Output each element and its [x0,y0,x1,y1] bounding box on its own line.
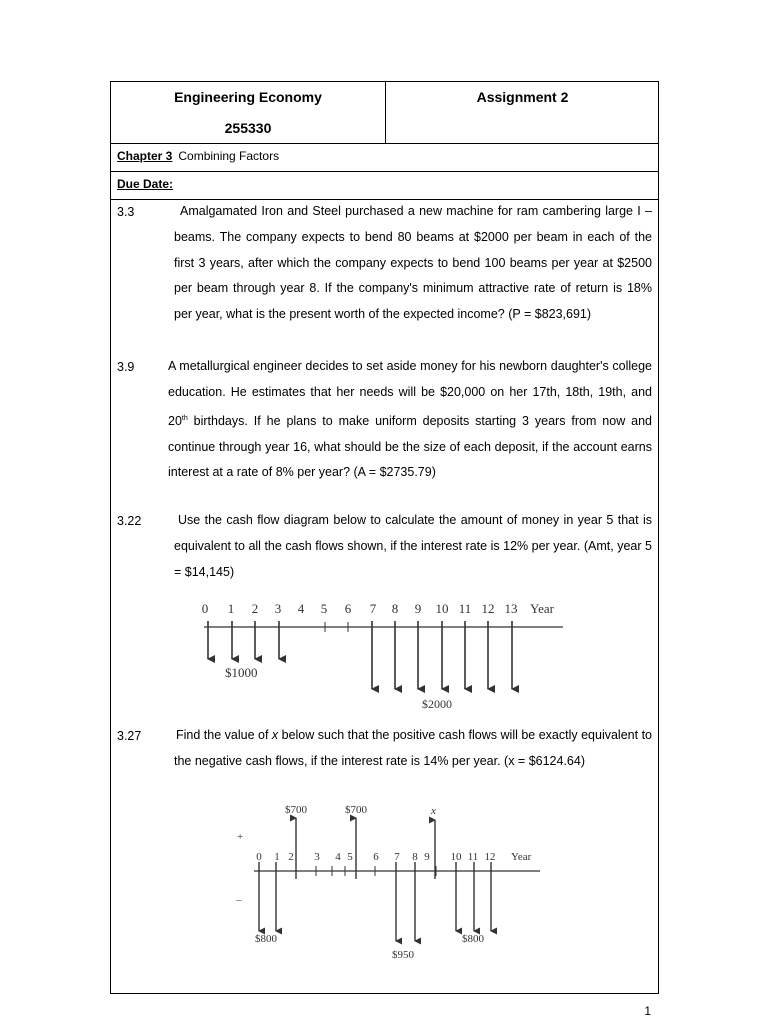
axis-label: Year [530,601,554,616]
chapter-label: Chapter 3 [117,149,173,163]
year-label: 3 [274,601,282,616]
year-label: 1 [227,601,235,616]
year-label: 8 [412,851,418,863]
problem-number: 3.22 [117,514,142,528]
cash-flow-diagram-1 [190,598,570,716]
year-label: 7 [369,601,377,616]
rule-2 [111,171,658,172]
amount-1000-label: $1000 [225,665,258,680]
year-label: 11 [467,851,479,863]
year-label: 4 [335,851,341,863]
problem-number: 3.3 [117,205,135,219]
amount-x-label: x [431,805,436,817]
problem-text: Amalgamated Iron and Steel purchased a new machine for ram cambering large I – beams. The company expects to bend 80 beams at $2000 per beam in each of the first 3 years, after which the company expects to bend 100 beams per year at $2500 per beam through year 8. If the company's minimum attractive rate of return is 18% per year, what is the present worth of the expected income? (P = $823,691) [174,204,652,322]
year-label: 12 [484,851,496,863]
year-label: 9 [424,851,430,863]
course-code: 255330 [224,120,272,136]
amount-800-label: $800 [462,933,484,945]
year-label: 1 [274,851,280,863]
year-label: 5 [347,851,353,863]
year-label: 12 [481,601,495,616]
assignment-title: Assignment 2 [476,89,569,105]
year-labels [202,601,555,616]
chapter-line [117,149,279,163]
problem-number: 3.27 [117,729,142,743]
year-labels [256,851,531,863]
course-title: Engineering Economy [174,89,322,105]
year-label: 0 [256,851,262,863]
year-label: 6 [344,601,352,616]
problem-text: A metallurgical engineer decides to set aside money for his newborn daughter's college education. He estimates that her needs will be $20,000 on her 17th, 18th, 19th, and 20th birthdays. If he plans to make uniform deposits starting 3 years from now and continue through year 16, what should be the size of each deposit, if the account earns interest at a rate of 8% per year? (A = $2735.79) [168,359,652,480]
year-label: 0 [201,601,209,616]
plus-sign: + [237,831,244,843]
cash-flow-diagram-2 [228,800,548,966]
inflow-arrows [296,818,435,879]
amount-2000-label: $2000 [422,697,452,711]
amount-950-label: $950 [392,949,414,961]
amount-700-label: $700 [285,804,307,816]
year-label: 2 [288,851,294,863]
problem-text: Use the cash flow diagram below to calculate the amount of money in year 5 that is equivalent to all the cash flows shown, if the interest rate is 12% per year. (Amt, year 5 = $14,145) [174,513,652,579]
minus-sign: – [236,894,242,906]
chapter-topic: Combining Factors [178,149,280,163]
year-label: 10 [435,601,449,616]
year-label: 11 [458,601,472,616]
year-label: 8 [391,601,399,616]
problem-number: 3.9 [117,360,135,374]
page-number: 1 [644,1004,651,1018]
year-label: 3 [314,851,320,863]
amount-800-label: $800 [255,933,277,945]
amount-700-label: $700 [345,804,367,816]
axis-label: Year [511,851,532,863]
year-label: 2 [251,601,259,616]
year-label: 9 [414,601,422,616]
year-label: 10 [450,851,462,863]
rule-1 [111,143,658,144]
year-label: 5 [320,601,328,616]
due-date-label: Due Date: [117,177,174,191]
year-label: 7 [394,851,400,863]
problem-text: Find the value of x below such that the positive cash flows will be exactly equivalent to the negative cash flows, if the interest rate is 14% per year. (x = $6124.64) [174,728,652,768]
year-label: 6 [373,851,379,863]
year-label: 13 [504,601,518,616]
year-label: 4 [297,601,305,616]
